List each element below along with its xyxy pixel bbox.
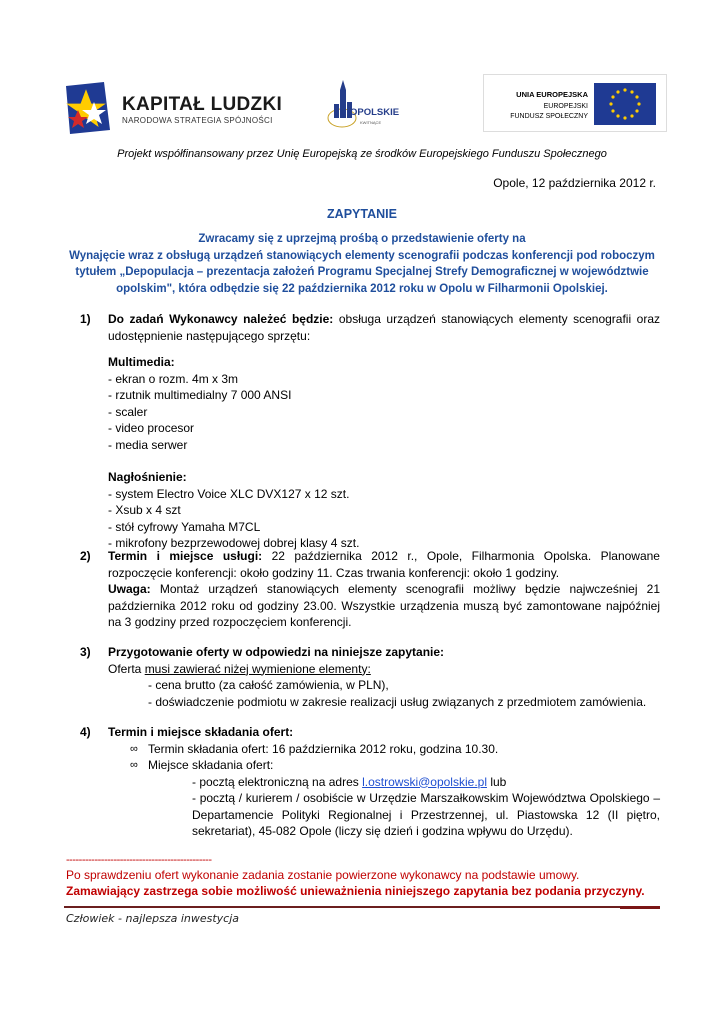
section-2-lead: Termin i miejsce usługi: [108, 549, 263, 563]
section-2-note-text: Montaż urządzeń stanowiących elementy scenografii możliwy będzie najwcześniej 21 października 2012 roku od godziny 23.00. Wszystkie urządzenia muszą być zamontowane najpóźniej na 3 godziny przed rozpoczęciem konferencji. [108, 582, 660, 629]
section-2-body [108, 548, 660, 631]
multimedia-item: - scaler [108, 404, 148, 419]
section-4-body [108, 724, 660, 774]
intro-line3: tytułem „Depopulacja – prezentacja założeń Programu Specjalnej Strefy Demograficznej w województwie [75, 266, 649, 278]
section-4 [80, 724, 660, 840]
opolskie-text: OPOLSKIE [350, 107, 400, 118]
sound-item: - system Electro Voice XLC DVX127 x 12 szt. [108, 486, 350, 501]
section-3 [80, 644, 660, 710]
kapital-ludzki-subtitle: NARODOWA STRATEGIA SPÓJNOŚCI [122, 116, 273, 125]
note-contract: Po sprawdzeniu ofert wykonanie zadania zostanie powierzone wykonawcy na podstawie umowy. [66, 868, 580, 882]
intro-line1: Zwracamy się z uprzejmą prośbą o przedstawienie oferty na [198, 233, 526, 245]
multimedia-heading: Multimedia: [108, 355, 175, 369]
sound-heading: Nagłośnienie: [108, 470, 187, 484]
section-3-body [108, 644, 660, 677]
document-title: ZAPYTANIE [327, 207, 397, 221]
header-logos [60, 70, 670, 135]
ue-line3: FUNDUSZ SPOŁECZNY [510, 113, 588, 120]
section-4-lead: Termin i miejsce składania ofert: [108, 725, 294, 739]
ue-subtitle [510, 102, 588, 122]
section-2 [80, 548, 660, 631]
section-2-number: 2) [80, 549, 91, 563]
footer-rule [64, 906, 660, 908]
multimedia-item: - video procesor [108, 421, 195, 435]
section-2-note-label: Uwaga: [108, 582, 151, 596]
sound-item: - mikrofony bezprzewodowej dobrej klasy 4 szt. [108, 536, 360, 550]
document-date: Opole, 12 października 2012 r. [493, 176, 656, 190]
section-2-text: 22 października 2012 r., Opole, Filharmonia Opolska. Planowane rozpoczęcie konferencji: około godziny 11. Czas trwania konferencji: około 1 godziny. [108, 549, 660, 580]
section-2-note [108, 581, 660, 631]
offer-prefix: Oferta [108, 661, 145, 676]
multimedia-item: - ekran o rozm. 4m x 3m [108, 371, 239, 386]
opolskie-subtext: KWITNĄCE [360, 120, 382, 125]
section-1-text: obsługa urządzeń stanowiących elementy scenografii oraz udostępnienie następującego sprzętu: [108, 312, 660, 343]
section-1-number: 1) [80, 312, 91, 326]
kapital-ludzki-star-logo [64, 76, 114, 138]
section-4-number: 4) [80, 725, 91, 739]
ue-title: UNIA EUROPEJSKA [516, 90, 588, 99]
eu-fund-logo [483, 74, 667, 132]
deadline-item: ∞ Termin składania ofert: 16 października 2012 roku, godzina 10.30. [124, 741, 660, 758]
offer-requirements [108, 661, 660, 678]
offer-item: - cena brutto (za całość zamówienia, w PLN), [148, 678, 389, 692]
post-option: - pocztą / kurierem / osobiście w Urzędzie Marszałkowskim Województwa Opolskiego – Departamencie Polityki Regionalnej i Przestrzennej, ul. Piastowska 12 (II piętro, sekretariat), 45-082 Opole (liczy się dzień i godzina wpływu do Urzędu). [192, 791, 660, 838]
email-option [192, 774, 660, 791]
section-1-lead: Do zadań Wykonawcy należeć będzie: [108, 312, 334, 326]
note-cancellation: Zamawiający zastrzega sobie możliwość unieważnienia niniejszego zapytania bez podania przyczyny. [66, 884, 645, 898]
cofinancing-note: Projekt współfinansowany przez Unię Europejską ze środków Europejskiego Funduszu Społecznego [117, 148, 607, 160]
sound-item: - Xsub x 4 szt [108, 503, 181, 517]
place-item: ∞ Miejsce składania ofert: [124, 757, 660, 774]
section-3-number: 3) [80, 645, 91, 659]
offer-underlined: musi zawierać niżej wymienione elementy: [144, 661, 371, 676]
intro-paragraph [60, 231, 664, 297]
offer-item: - doświadczenie podmiotu w zakresie realizacji usług związanych z przedmiotem zamówienia. [148, 694, 647, 709]
email-prefix: - pocztą elektroniczną na adres [192, 774, 363, 789]
ue-line2: EUROPEJSKI [543, 103, 588, 110]
intro-line4: opolskim", która odbędzie się 22 października 2012 roku w Opolu w Filharmonii Opolskiej. [116, 282, 608, 295]
multimedia-item: - media serwer [108, 437, 188, 452]
section-3-lead: Przygotowanie oferty w odpowiedzi na niniejsze zapytanie: [108, 645, 445, 659]
section-1-body [108, 311, 660, 552]
kapital-ludzki-title: KAPITAŁ LUDZKI [122, 94, 283, 115]
notes-separator: ---------------------------------------------- [66, 854, 212, 866]
footer-slogan: Człowiek - najlepsza inwestycja [66, 912, 240, 925]
sound-item: - stół cyfrowy Yamaha M7CL [108, 519, 261, 534]
section-1 [80, 311, 660, 552]
eu-flag-icon [594, 83, 656, 125]
intro-line2: Wynajęcie wraz z obsługą urządzeń stanowiących elementy scenografii podczas konferencji pod roboczym [69, 249, 655, 262]
multimedia-item: - rzutnik multimedialny 7 000 ANSI [108, 388, 292, 402]
email-link[interactable]: l.ostrowski@opolskie.pl [362, 774, 487, 789]
email-suffix: lub [487, 774, 507, 789]
